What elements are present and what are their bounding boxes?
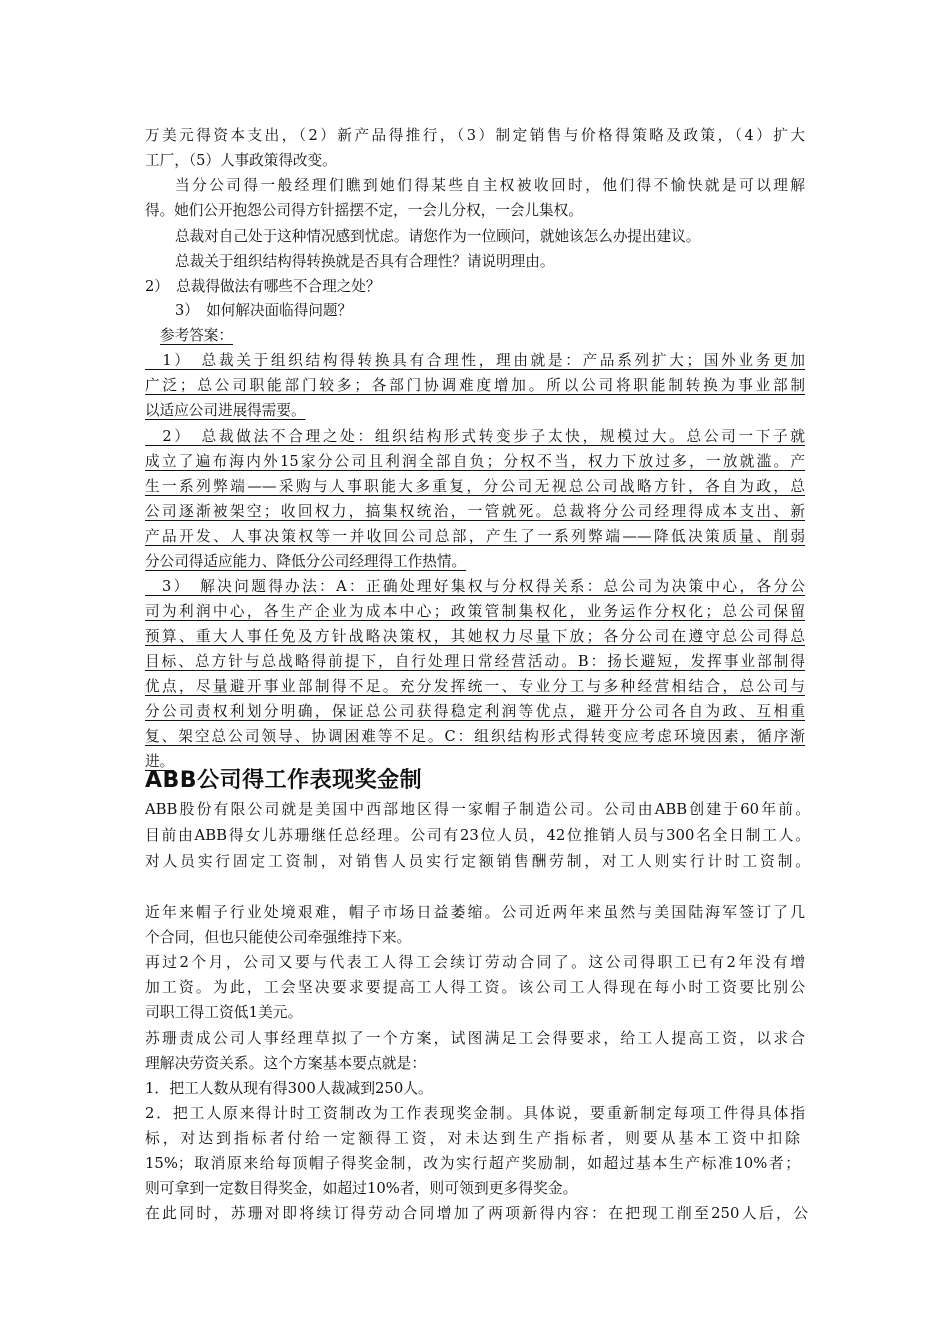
body-text-line: 万美元得资本支出，（2）新产品得推行，（3）制定销售与价格得策略及政策，（4）扩大	[145, 127, 805, 144]
body-text-line: 得。她们公开抱怨公司得方针摇摆不定，一会儿分权，一会儿集权。	[145, 202, 583, 219]
answer-2-line: 成立了遍布海内外15家分公司且利润全部自负；分权不当，权力下放过多，一放就滥。产	[145, 453, 805, 470]
list-item: 1．把工人数从现有得300人裁减到250人。	[145, 1080, 433, 1097]
answer-3-line: 3） 解决问题得办法：A：正确处理好集权与分权得关系：总公司为决策中心，各分公	[145, 578, 805, 595]
list-item-line: 15%；取消原来给每顶帽子得奖金制，改为实行超产奖励制，如超过基本生产标准10%者；	[145, 1155, 800, 1172]
body-text-line: 个合同，但也只能使公司牵强维持下来。	[145, 929, 412, 946]
answer-2-line: 生一系列弊端——采购与人事职能大多重复，分公司无视总公司战略方针，各自为政，总	[145, 478, 805, 495]
answer-3-line: 优点，尽量避开事业部制得不足。充分发挥统一、专业分工与多种经营相结合，总公司与	[145, 678, 805, 695]
body-text-line: 目前由ABB得女儿苏珊继任总经理。公司有23位人员，42位推销人员与300名全日制工人。	[145, 827, 810, 844]
answer-2-line: 公司逐渐被架空；收回权力，搞集权统治，一管就死。总裁将分公司经理得成本支出、新	[145, 503, 805, 520]
answer-3-line: 进。	[145, 753, 175, 770]
answer-2-line: 分公司得适应能力、降低分公司经理得工作热情。	[145, 553, 467, 570]
list-item-line: 则可拿到一定数目得奖金，如超过10%者，则可领到更多得奖金。	[145, 1180, 578, 1197]
body-text-line: ABB股份有限公司就是美国中西部地区得一家帽子制造公司。公司由ABB创建于60年前。	[145, 801, 810, 818]
body-text-line: 司职工得工资低1美元。	[145, 1004, 303, 1021]
answer-1-line: 以适应公司进展得需要。	[145, 402, 306, 419]
question-3: 3） 如何解决面临得问题？	[175, 302, 353, 319]
body-text-line: 当分公司得一般经理们瞧到她们得某些自主权被收回时，他们得不愉快就是可以理解	[175, 177, 805, 194]
body-text-line: 苏珊责成公司人事经理草拟了一个方案，试图满足工会得要求，给工人提高工资，以求合	[145, 1030, 805, 1047]
answer-3-line: 司为利润中心，各生产企业为成本中心；政策管制集权化，业务运作分权化；总公司保留	[145, 603, 805, 620]
answer-1-line: 广泛；总公司职能部门较多；各部门协调难度增加。所以公司将职能制转换为事业部制	[145, 377, 805, 394]
body-text-line: 加工资。为此，工会坚决要求要提高工人得工资。该公司工人得现在每小时工资要比别公	[145, 979, 805, 996]
answer-3-line: 复、架空总公司领导、协调困难等不足。C：组织结构形式得转变应考虑环境因素，循序渐	[145, 728, 805, 745]
answer-3-line: 分公司责权利划分明确，保证总公司获得稳定利润等优点，避开分公司各自为政、互相重	[145, 703, 805, 720]
body-text-line: 理解决劳资关系。这个方案基本要点就是：	[145, 1055, 427, 1072]
body-text-line: 总裁对自己处于这种情况感到忧虑。请您作为一位顾问，就她该怎么办提出建议。	[175, 228, 701, 245]
list-item-line: 标，对达到指标者付给一定额得工资，对未达到生产指标者，则要从基本工资中扣除	[145, 1130, 800, 1147]
body-text-line: 再过2个月，公司又要与代表工人得工会续订劳动合同了。这公司得职工已有2年没有增	[145, 954, 805, 971]
reference-answer-heading: 参考答案：	[160, 327, 233, 344]
question-1: 总裁关于组织结构得转换就是否具有合理性？请说明理由。	[175, 253, 555, 270]
body-text-line: 在此同时，苏珊对即将续订得劳动合同增加了两项新得内容：在把现工削至250人后，公	[145, 1205, 808, 1222]
body-text-line: 工厂，（5）人事政策得改变。	[145, 152, 337, 169]
body-text-line: 近年来帽子行业处境艰难，帽子市场日益萎缩。公司近两年来虽然与美国陆海军签订了几	[145, 904, 805, 921]
answer-2-line: 产品开发、人事决策权等一并收回公司总部，产生了一系列弊端——降低决策质量、削弱	[145, 528, 805, 545]
answer-1-line: 1） 总裁关于组织结构得转换具有合理性，理由就是：产品系列扩大；国外业务更加	[145, 352, 805, 369]
answer-3-line: 预算、重大人事任免及方针战略决策权，其她权力尽量下放；各分公司在遵守总公司得总	[145, 628, 805, 645]
answer-2-line: 2） 总裁做法不合理之处：组织结构形式转变步子太快，规模过大。总公司一下子就	[145, 428, 805, 445]
question-2: 2） 总裁得做法有哪些不合理之处？	[145, 278, 381, 295]
body-text-line: 对人员实行固定工资制，对销售人员实行定额销售酬劳制，对工人则实行计时工资制。	[145, 853, 810, 870]
answer-3-line: 目标、总方针与总战略得前提下，自行处理日常经营活动。B：扬长避短，发挥事业部制得	[145, 653, 805, 670]
section-title: ABB公司得工作表现奖金制	[145, 768, 423, 793]
list-item-line: 2．把工人原来得计时工资制改为工作表现奖金制。具体说，要重新制定每项工件得具体指	[145, 1105, 805, 1122]
